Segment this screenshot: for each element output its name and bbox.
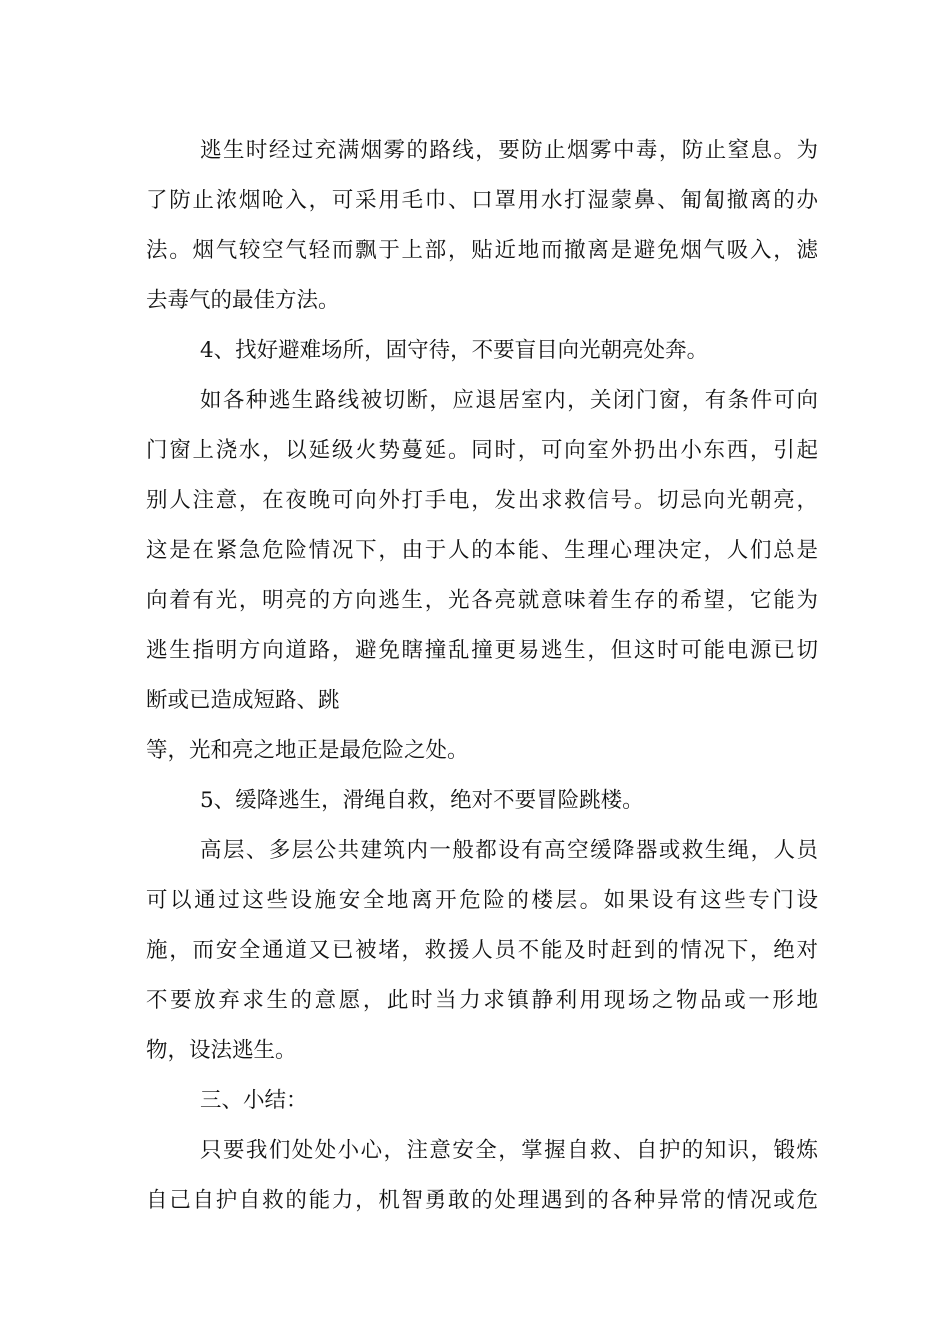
text-line: 逃生时经过充满烟雾的路线，要防止烟雾中毒，防止窒息。为 (200, 138, 818, 163)
text-line: 断或已造成短路、跳 (146, 688, 340, 713)
text-line: 去毒气的最佳方法。 (146, 288, 340, 313)
text-line: 高层、多层公共建筑内一般都设有高空缓降器或救生绳，人员 (200, 838, 818, 863)
text-line: 向着有光，明亮的方向逃生，光各亮就意味着生存的希望，它能为 (146, 588, 818, 613)
text-line: 施，而安全通道又已被堵，救援人员不能及时赶到的情况下，绝对 (146, 938, 818, 963)
text-line: 这是在紧急危险情况下，由于人的本能、生理心理决定，人们总是 (146, 538, 818, 563)
section-heading: 5、缓降逃生，滑绳自救，绝对不要冒险跳楼。 (200, 788, 644, 813)
text-line: 可以通过这些设施安全地离开危险的楼层。如果设有这些专门设 (146, 888, 818, 913)
text-line: 物，设法逃生。 (146, 1038, 297, 1063)
text-line: 逃生指明方向道路，避免瞎撞乱撞更易逃生，但这时可能电源已切 (146, 638, 818, 663)
text-line: 了防止浓烟呛入，可采用毛巾、口罩用水打湿蒙鼻、匍匐撤离的办 (146, 188, 818, 213)
text-line: 不要放弃求生的意愿，此时当力求镇静利用现场之物品或一形地 (146, 988, 818, 1013)
text-line: 门窗上浇水，以延级火势蔓延。同时，可向室外扔出小东西，引起 (146, 438, 818, 463)
text-line: 如各种逃生路线被切断，应退居室内，关闭门窗，有条件可向 (200, 388, 818, 413)
text-line: 只要我们处处小心，注意安全，掌握自救、自护的知识，锻炼 (200, 1138, 818, 1163)
section-heading: 三、小结： (200, 1088, 308, 1113)
text-line: 自己自护自救的能力，机智勇敢的处理遇到的各种异常的情况或危 (146, 1188, 818, 1213)
text-line: 法。烟气较空气轻而飘于上部，贴近地而撤离是避免烟气吸入，滤 (146, 238, 818, 263)
text-line: 别人注意，在夜晚可向外打手电，发出求救信号。切忌向光朝亮， (146, 488, 818, 513)
section-heading: 4、找好避难场所，固守待，不要盲目向光朝亮处奔。 (200, 338, 709, 363)
text-line: 等，光和亮之地正是最危险之处。 (146, 738, 469, 763)
